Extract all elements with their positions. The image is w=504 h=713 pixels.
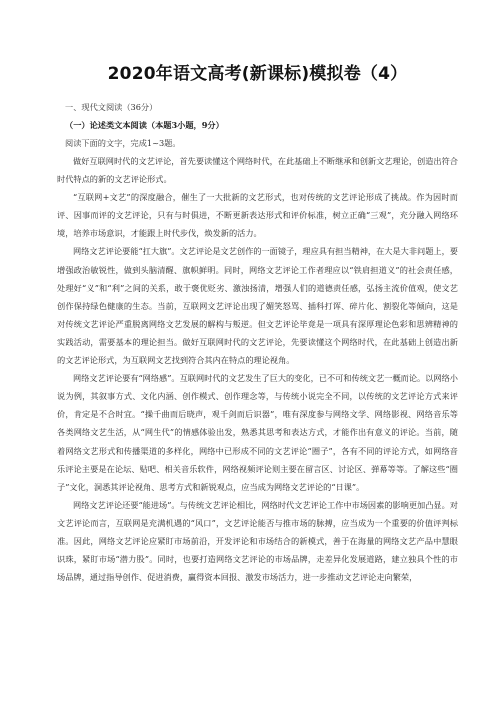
section-heading: 一、现代文阅读（36分） [65, 102, 158, 112]
paragraph-carry-banner: 网络文艺评论要能“扛大旗”。文艺评论是文艺创作的一面镜子，理应具有担当精神，在大是大非问题上，要增强政治敏锐性，做到头脑清醒、旗帜鲜明。同时，网络文艺评论工作者理应以“铁肩担道义”的社会责任感，处理好“义”和“利”之间的关系，敢于褒优贬劣、激浊扬清，增强人们的道德责任感，弘扬主流价值观，使文艺创作保持绿色健康的生态。当前，互联网文艺评论出现了媚笑怒骂、插科打诨、碎片化、割裂化等倾向，这是对传统文艺评论严重脱离网络文艺发展的解构与叛逆。但文艺评论毕竟是一项具有深厚理论色彩和思辨精神的实践活动，需要基本的理论担当。做好互联网时代的文艺评论，先要读懂这个网络时代，在此基础上创造出新的文艺评论形式，为互联网文艺找到符合其内在特点的理论视角。 [57, 246, 458, 366]
paragraph-enter-market: 网络文艺评论还要“能进场”。与传统文艺评论相比，网络时代文艺评论工作中市场因素的影响更加凸显。对文艺评论而言，互联网是充满机遇的“风口”，文艺评论能否与推市场的脉搏，应当成为一个重要的价值评判标准。因此，网络文艺评论应紧盯市场前沿，开发评论和市场结合的新模式，善于在海量的网络文艺产品中慧眼识珠，紧盯市场“潜力股”。同时，也要打造网络文艺评论的市场品牌，走差异化发展道路，建立独具个性的市场品牌，通过指导创作、促进消费，赢得资本回报、激发市场活力，进一步推动文艺评论走向繁荣， [57, 499, 458, 583]
paragraph-network-sense: 网络文艺评论要有“网络感”。互联网时代的文艺发生了巨大的变化，已不可和传统文艺一概而论。以网络小说为例，其叙事方式、文化内涵、创作模式、创作理念等，与传统小说完全不同，以传统的文艺评论方式来评价，肯定是不合时宜。“操千曲而后晓声，观千剑而后识器”，唯有深度参与网络文学、网络影视、网络音乐等各类网络文艺生活，从“网生代”的情感体验出发，熟悉其思考和表达方式，才能作出有意义的评论。当前，随着网络文艺形式和传播渠道的多样化，网络中已形成不同的文艺评论“圈子”，各有不同的评论方式，如网络音乐评论主要是在论坛、贴吧、相关音乐软件，网络视频评论则主要在留言区、讨论区、弹幕等等。了解这些“圈子”文化，洞悉其评论视角、思考方式和新锐观点，应当成为网络文艺评论的“日课”。 [57, 373, 458, 492]
paragraph-internet-plus: “互联网+文艺”的深度融合，催生了一大批新的文艺形式，也对传统的文艺评论形成了挑战。作为因时而评、因事而评的文艺评论，只有与时俱进，不断更新表达形式和评价标准，树立正确“三观”，充分融入网络环境，培养市场意识，才能跟上时代步伐，焕发新的活力。 [57, 192, 458, 239]
reading-instruction: 阅读下面的文字，完成1~3题。 [65, 138, 181, 148]
sub-section-heading: （一）论述类文本阅读（本题3小题，9分） [65, 120, 224, 130]
paragraph-intro: 做好互联网时代的文艺评论，首先要读懂这个网络时代，在此基础上不断继承和创新文艺理论，创造出符合时代特点的新的文艺评论形式。 [57, 156, 458, 185]
page-title: 2020年语文高考(新课标)模拟卷（4） [107, 64, 408, 84]
